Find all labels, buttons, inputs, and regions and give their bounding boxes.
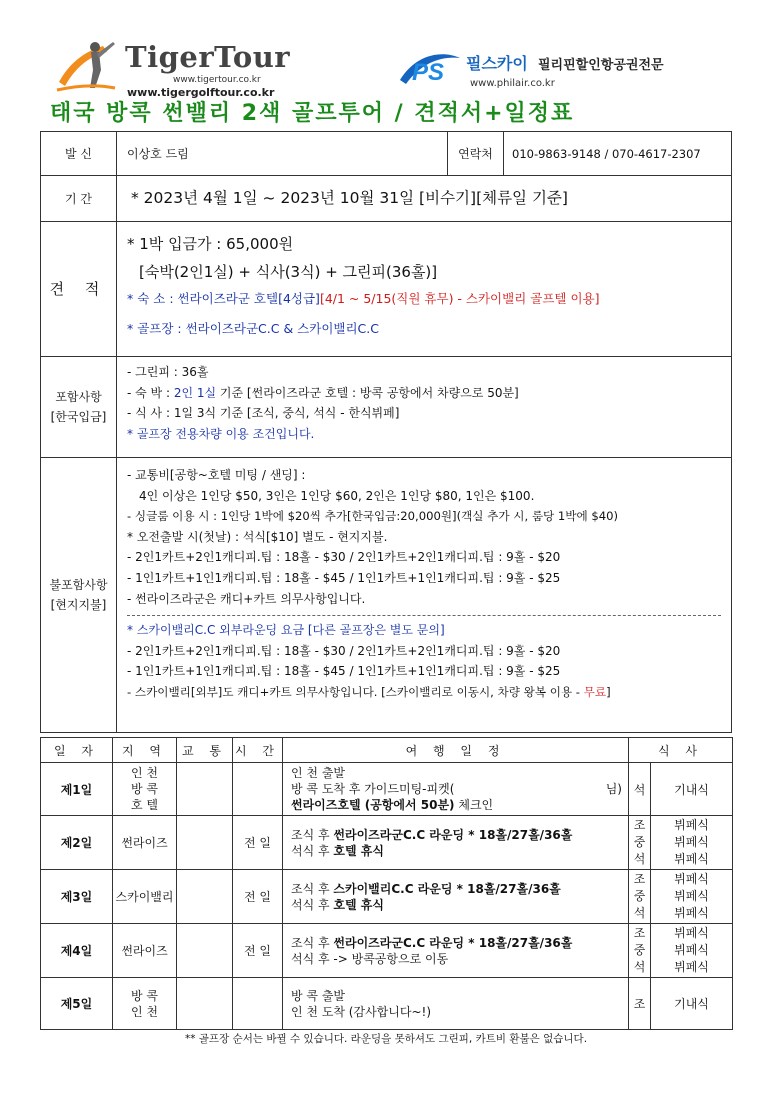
excluded-skyvalley-note-text: - 스카이밸리[외부]도 캐디+카트 의무사항입니다. [스카이밸리로 이동시, 차량 왕복 이용 - bbox=[127, 684, 584, 699]
excluded-cart-1: - 1인1카트+1인1캐디피.팁 : 18홀 - $45 / 1인1카트+1인1캐디피.팁 : 9홀 - $25 bbox=[127, 570, 561, 585]
day-5-meal-code: 조 bbox=[629, 978, 651, 1030]
included-label-title: 포함사항 bbox=[55, 390, 102, 404]
philsky-brand: 필스카이 bbox=[466, 54, 528, 73]
excluded-skyvalley-cart-2: - 2인1카트+2인1캐디피.팁 : 18홀 - $30 / 2인1카트+2인1캐디피.팁 : 9홀 - $20 bbox=[127, 643, 561, 658]
schedule-line bbox=[291, 935, 628, 951]
schedule-round: 썬라이즈라군C.C 라운딩 * 18홀/27홀/36홀 bbox=[333, 935, 573, 950]
tigergolftour-url: www.tigergolftour.co.kr bbox=[127, 86, 275, 99]
excluded-transport: - 교통비[공항~호텔 미팅 / 샌딩] : bbox=[127, 468, 306, 482]
included-label bbox=[41, 357, 117, 457]
itinerary-header bbox=[41, 738, 733, 763]
meal-code: 석 bbox=[633, 906, 646, 920]
day-1-meal: 기내식 bbox=[651, 763, 733, 816]
col-meal: 식 사 bbox=[629, 738, 733, 763]
quote-table bbox=[40, 131, 732, 733]
contact-value: 010-9863-9148 / 070-4617-2307 bbox=[512, 146, 701, 161]
day-1-meal-code: 석 bbox=[629, 763, 651, 816]
meal-code: 조 bbox=[633, 926, 646, 940]
day-1-time bbox=[233, 763, 283, 816]
excluded-cart-2: - 2인1카트+2인1캐디피.팁 : 18홀 - $30 / 2인1카트+2인1캐디피.팁 : 9홀 - $20 bbox=[127, 550, 561, 565]
excluded-label-sub: [현지지불] bbox=[50, 598, 107, 612]
schedule-prefix: 조식 후 bbox=[291, 827, 334, 842]
sender-name: 이상호 드림 bbox=[117, 132, 448, 175]
schedule-rest: 호텔 휴식 bbox=[333, 897, 384, 912]
quote-row bbox=[41, 222, 731, 357]
schedule-pickup: 방 콕 도착 후 가이드미팅-피켓( bbox=[291, 782, 455, 796]
schedule-prefix: 조식 후 bbox=[291, 881, 334, 896]
included-label-sub: [한국입금] bbox=[50, 410, 107, 424]
meal-type: 뷔페식 bbox=[674, 872, 709, 886]
table-row bbox=[41, 763, 733, 816]
day-1: 제1일 bbox=[41, 763, 113, 816]
quote-hotel bbox=[127, 284, 721, 314]
schedule-line: 석식 후 -> 방콕공항으로 이동 bbox=[291, 951, 449, 966]
meal-code: 석 bbox=[633, 852, 646, 866]
day-3-time: 전 일 bbox=[233, 870, 283, 924]
schedule-line: 인 천 도착 (감사합니다~!) bbox=[291, 1004, 432, 1019]
day-4-meals bbox=[651, 924, 733, 978]
meal-type: 뷔페식 bbox=[674, 960, 709, 974]
excluded-skyvalley-title: * 스카이밸리C.C 외부라운딩 요금 [다른 골프장은 별도 문의] bbox=[127, 623, 445, 638]
meal-type: 뷔페식 bbox=[674, 889, 709, 903]
day-5-schedule bbox=[283, 978, 629, 1030]
included-lodging-room: 2인 1실 bbox=[173, 385, 217, 400]
schedule-line bbox=[291, 843, 628, 859]
day-4-region: 썬라이즈 bbox=[113, 924, 177, 978]
table-row bbox=[41, 816, 733, 870]
meal-type: 뷔페식 bbox=[674, 835, 709, 849]
schedule-pickup-end: 님) bbox=[605, 782, 622, 796]
day-5-meal: 기내식 bbox=[651, 978, 733, 1030]
day-2-schedule bbox=[283, 816, 629, 870]
region-incheon: 인 천 bbox=[131, 1004, 158, 1019]
sender-row bbox=[41, 132, 731, 176]
excluded-skyvalley-cart-1: - 1인1카트+1인1캐디피.팁 : 18홀 - $45 / 1인1카트+1인1캐디피.팁 : 9홀 - $25 bbox=[127, 664, 561, 679]
meal-code: 석 bbox=[633, 960, 646, 974]
schedule-line bbox=[291, 881, 628, 897]
day-5: 제5일 bbox=[41, 978, 113, 1030]
philsky-logo bbox=[398, 50, 718, 94]
quote-course: * 골프장 : 썬라이즈라군C.C & 스카이밸리C.C bbox=[127, 321, 379, 336]
table-row bbox=[41, 978, 733, 1030]
schedule-line bbox=[291, 781, 628, 797]
tigertour-url: www.tigertour.co.kr bbox=[173, 75, 261, 85]
col-region: 지 역 bbox=[113, 738, 177, 763]
col-day: 일 자 bbox=[41, 738, 113, 763]
quote-includes: [숙박(2인1실) + 식사(3식) + 그린피(36홀)] bbox=[139, 263, 438, 281]
tigertour-brand: TigerTour bbox=[125, 40, 291, 74]
excluded-skyvalley-note bbox=[127, 682, 721, 703]
meal-type: 뷔페식 bbox=[674, 926, 709, 940]
quote-hotel-name: * 숙 소 : 썬라이즈라군 호텔[4성급] bbox=[127, 291, 320, 306]
philsky-url: www.philair.co.kr bbox=[470, 78, 555, 89]
table-row bbox=[41, 924, 733, 978]
excluded-row bbox=[41, 458, 731, 732]
meal-code: 중 bbox=[633, 889, 646, 903]
day-2-time: 전 일 bbox=[233, 816, 283, 870]
day-2-transport bbox=[177, 816, 233, 870]
excluded-label bbox=[41, 458, 117, 732]
day-4: 제4일 bbox=[41, 924, 113, 978]
page-title: 태국 방콕 썬밸리 2색 골프투어 / 견적서+일정표 bbox=[50, 101, 575, 126]
quote-hotel-note: [4/1 ~ 5/15(직원 휴무) - 스카이밸리 골프텔 이용] bbox=[319, 291, 600, 306]
day-3-meal-codes bbox=[629, 870, 651, 924]
meal-type: 뷔페식 bbox=[674, 818, 709, 832]
meal-type: 뷔페식 bbox=[674, 943, 709, 957]
tigertour-logo bbox=[55, 38, 315, 99]
period-label: 기 간 bbox=[41, 176, 117, 221]
day-2-meal-codes bbox=[629, 816, 651, 870]
ps-logo-icon bbox=[398, 50, 462, 90]
col-transport: 교 통 bbox=[177, 738, 233, 763]
col-time: 시 간 bbox=[233, 738, 283, 763]
quote-label: 견 적 bbox=[41, 222, 117, 356]
excluded-transport-rates: 4인 이상은 1인당 $50, 3인은 1인당 $60, 2인은 1인당 $80, 1인은 $100. bbox=[139, 488, 535, 503]
day-1-schedule bbox=[283, 763, 629, 816]
schedule-hotel: 썬라이즈호텔 (공항에서 50분) bbox=[291, 798, 455, 812]
excluded-early-dinner: * 오전출발 시(첫날) : 석식[$10] 별도 - 현지지불. bbox=[127, 529, 388, 544]
schedule-prefix: 석식 후 bbox=[291, 897, 334, 912]
sender-label: 발 신 bbox=[41, 132, 117, 175]
included-row bbox=[41, 357, 731, 458]
region-hotel: 호 텔 bbox=[131, 798, 158, 812]
region-bangkok: 방 콕 bbox=[131, 988, 158, 1003]
day-1-region bbox=[113, 763, 177, 816]
day-4-transport bbox=[177, 924, 233, 978]
meal-code: 조 bbox=[633, 872, 646, 886]
meal-code: 조 bbox=[633, 818, 646, 832]
day-5-time bbox=[233, 978, 283, 1030]
schedule-line bbox=[291, 827, 628, 843]
schedule-round: 스카이밸리C.C 라운딩 * 18홀/27홀/36홀 bbox=[333, 881, 561, 896]
day-3-schedule bbox=[283, 870, 629, 924]
included-lodging-suffix: 기준 [썬라이즈라군 호텔 : 방콕 공항에서 차량으로 50분] bbox=[216, 385, 519, 400]
excluded-free-badge: 무료 bbox=[583, 684, 607, 699]
day-3: 제3일 bbox=[41, 870, 113, 924]
day-3-region: 스카이밸리 bbox=[113, 870, 177, 924]
philsky-subtitle: 필리핀할인항공권전문 bbox=[538, 58, 664, 73]
day-2-region: 썬라이즈 bbox=[113, 816, 177, 870]
schedule-line: 인 천 출발 bbox=[291, 766, 345, 780]
divider bbox=[127, 615, 721, 616]
footnote: ** 골프장 순서는 바뀔 수 있습니다. 라운딩을 못하셔도 그린피, 카트비 환불은 없습니다. bbox=[184, 1033, 588, 1045]
included-lodging-prefix: - 숙 박 : bbox=[127, 385, 174, 400]
day-4-meal-codes bbox=[629, 924, 651, 978]
included-meals: - 식 사 : 1일 3식 기준 [조식, 중식, 석식 - 한식뷔페] bbox=[127, 406, 400, 421]
col-schedule: 여 행 일 정 bbox=[283, 738, 629, 763]
day-3-transport bbox=[177, 870, 233, 924]
excluded-skyvalley-note-end: ] bbox=[606, 684, 611, 699]
schedule-line: 방 콕 출발 bbox=[291, 988, 345, 1003]
day-4-time: 전 일 bbox=[233, 924, 283, 978]
schedule-prefix: 석식 후 bbox=[291, 843, 334, 858]
day-1-transport bbox=[177, 763, 233, 816]
itinerary-table bbox=[40, 737, 733, 1030]
region-bangkok: 방 콕 bbox=[131, 782, 158, 796]
schedule-line bbox=[291, 797, 628, 813]
meal-code: 중 bbox=[633, 835, 646, 849]
schedule-checkin: 체크인 bbox=[454, 798, 494, 812]
day-2: 제2일 bbox=[41, 816, 113, 870]
schedule-rest: 호텔 휴식 bbox=[333, 843, 384, 858]
period-text: * 2023년 4월 1일 ~ 2023년 10월 31일 [비수기][체류일 기준] bbox=[131, 189, 568, 208]
included-lodging bbox=[127, 383, 721, 404]
excluded-sunrise-note: - 썬라이즈라군은 캐디+카트 의무사항입니다. bbox=[127, 591, 366, 606]
period-row bbox=[41, 176, 731, 222]
excluded-label-title: 불포함사항 bbox=[49, 578, 108, 592]
schedule-line bbox=[291, 897, 628, 913]
excluded-single-room: - 싱글룸 이용 시 : 1인당 1박에 $20씩 추가[한국입금:20,000원](객실 추가 시, 룸당 1박에 $40) bbox=[127, 509, 619, 524]
schedule-prefix: 조식 후 bbox=[291, 935, 334, 950]
meal-type: 뷔페식 bbox=[674, 906, 709, 920]
included-vehicle-note: * 골프장 전용차량 이용 조건입니다. bbox=[127, 426, 315, 441]
day-3-meals bbox=[651, 870, 733, 924]
included-greenfee: - 그린피 : 36홀 bbox=[127, 365, 209, 379]
day-4-schedule bbox=[283, 924, 629, 978]
meal-code: 중 bbox=[633, 943, 646, 957]
golfer-icon bbox=[55, 38, 117, 96]
contact-label: 연락처 bbox=[448, 132, 504, 175]
quote-price: * 1박 입금가 : 65,000원 bbox=[127, 235, 294, 253]
schedule-round: 썬라이즈라군C.C 라운딩 * 18홀/27홀/36홀 bbox=[333, 827, 573, 842]
svg-text:PS: PS bbox=[412, 59, 445, 86]
day-5-transport bbox=[177, 978, 233, 1030]
meal-type: 뷔페식 bbox=[674, 852, 709, 866]
region-incheon: 인 천 bbox=[131, 766, 158, 780]
table-row bbox=[41, 870, 733, 924]
day-5-region bbox=[113, 978, 177, 1030]
day-2-meals bbox=[651, 816, 733, 870]
